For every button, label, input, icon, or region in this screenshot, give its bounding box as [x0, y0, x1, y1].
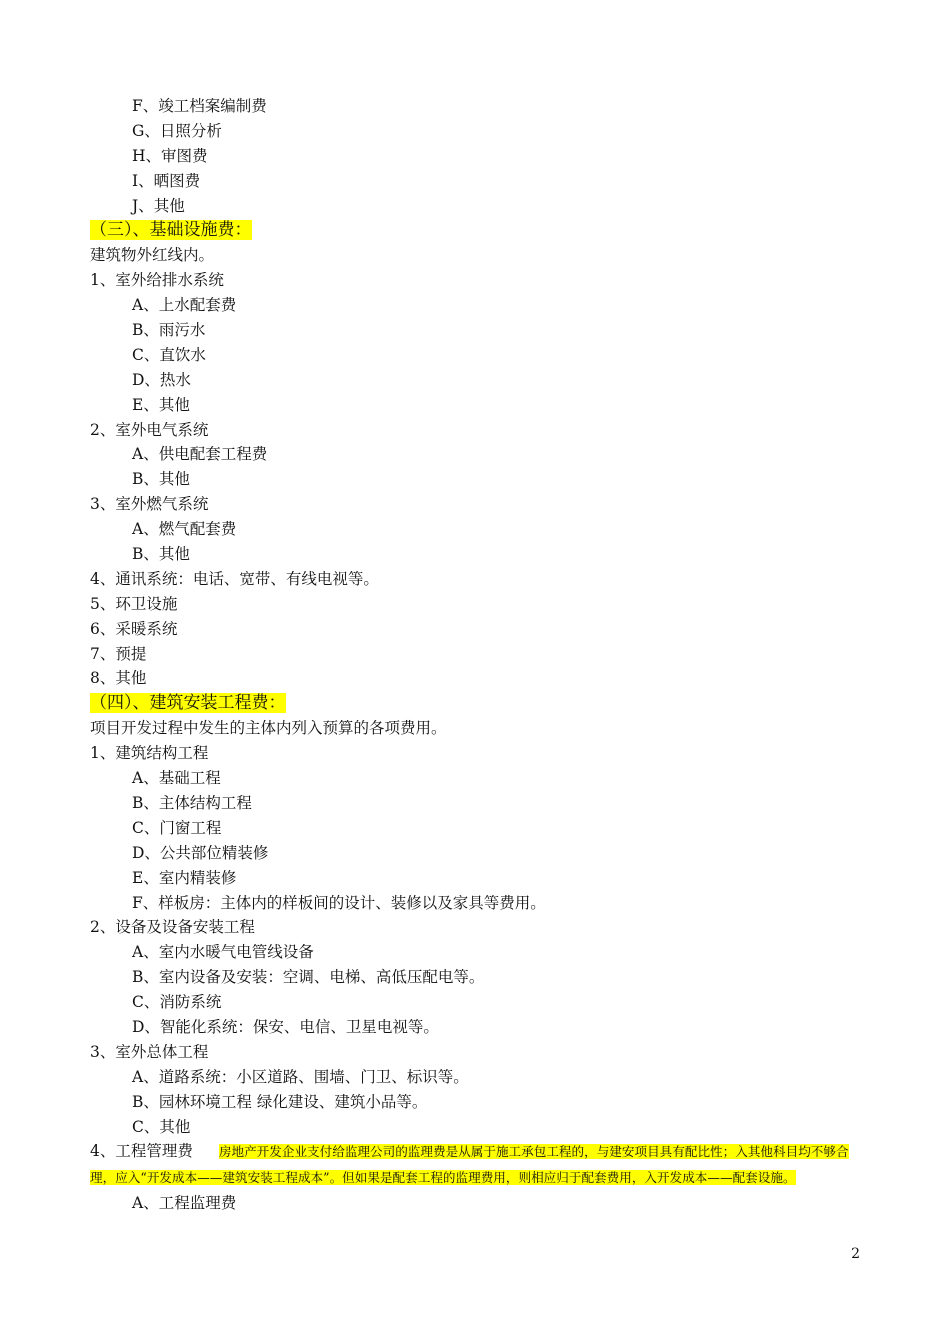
- outline-item: 2、设备及设备安装工程: [90, 918, 255, 937]
- outline-subitem: E、其他: [132, 395, 190, 414]
- outline-item: 建筑物外红线内。: [90, 246, 215, 265]
- outline-subitem: A、上水配套费: [132, 296, 237, 315]
- outline-subitem: F、竣工档案编制费: [132, 97, 267, 115]
- management-fee-note: 房地产开发企业支付给监理公司的监理费是从属于施工承包工程的，与建安项目具有配比性；入其他科目均不够合理，应入“开发成本——建筑安装工程成本”。但如果是配套工程的监理费用，则相应归于配套费用，入开发成本——配套设施。: [90, 1144, 849, 1186]
- management-fee-block: [90, 1139, 865, 1191]
- section-heading-text: （四）、建筑安装工程费：: [90, 693, 286, 714]
- outline-item: 8、其他: [90, 669, 147, 688]
- outline-subitem: D、智能化系统：保安、电信、卫星电视等。: [132, 1017, 439, 1036]
- outline-list: [90, 94, 865, 1139]
- page-number: 2: [851, 1246, 860, 1262]
- outline-subitem: B、主体结构工程: [132, 793, 252, 812]
- outline-item: 3、室外总体工程: [90, 1042, 209, 1061]
- outline-subitem: B、其他: [132, 470, 190, 489]
- outline-subitem: E、室内精装修: [132, 868, 237, 887]
- outline-item: 5、环卫设施: [90, 594, 178, 613]
- outline-item: 4、通讯系统：电话、宽带、有线电视等。: [90, 569, 379, 588]
- outline-subitem: F、样板房：主体内的样板间的设计、装修以及家具等费用。: [132, 893, 546, 912]
- outline-item: 6、采暖系统: [90, 619, 178, 638]
- outline-subitem: I、晒图费: [132, 171, 201, 190]
- outline-subitem: A、燃气配套费: [132, 520, 237, 539]
- outline-item: 2、室外电气系统: [90, 420, 209, 439]
- outline-item: 3、室外燃气系统: [90, 495, 209, 514]
- outline-subitem: C、直饮水: [132, 345, 206, 364]
- outline-subitem: J、其他: [132, 196, 185, 215]
- outline-item: 项目开发过程中发生的主体内列入预算的各项费用。: [90, 719, 447, 738]
- outline-subitem: C、其他: [132, 1117, 191, 1136]
- outline-item: A、工程监理费: [132, 1194, 237, 1213]
- outline-subitem: C、消防系统: [132, 993, 222, 1012]
- outline-item: 1、室外给排水系统: [90, 271, 224, 290]
- outline-subitem: D、公共部位精装修: [132, 843, 269, 862]
- outline-subitem: A、基础工程: [132, 769, 221, 788]
- outline-subitem: B、雨污水: [132, 321, 206, 340]
- outline-subitem: B、其他: [132, 545, 190, 564]
- outline-subitem: G、日照分析: [132, 121, 222, 140]
- outline-subitem: B、园林环境工程 绿化建设、建筑小品等。: [132, 1092, 428, 1111]
- section-heading: [90, 691, 865, 716]
- outline-subitem: A、供电配套工程费: [132, 445, 268, 464]
- outline-subitem: C、门窗工程: [132, 818, 222, 837]
- outline-item: 1、建筑结构工程: [90, 744, 209, 763]
- section-heading-text: （三）、基础设施费：: [90, 220, 252, 241]
- outline-subitem: D、热水: [132, 370, 191, 389]
- outline-subitem: A、室内水暖气电管线设备: [132, 943, 314, 962]
- outline-subitem: B、室内设备及安装：空调、电梯、高低压配电等。: [132, 968, 485, 987]
- document-body: [90, 94, 865, 1216]
- outline-item: 7、预提: [90, 644, 147, 663]
- outline-subitem: A、道路系统：小区道路、围墙、门卫、标识等。: [132, 1067, 469, 1086]
- management-fee-label: 4、工程管理费: [90, 1142, 193, 1161]
- outline-subitem: H、审图费: [132, 146, 208, 165]
- section-heading: [90, 218, 865, 243]
